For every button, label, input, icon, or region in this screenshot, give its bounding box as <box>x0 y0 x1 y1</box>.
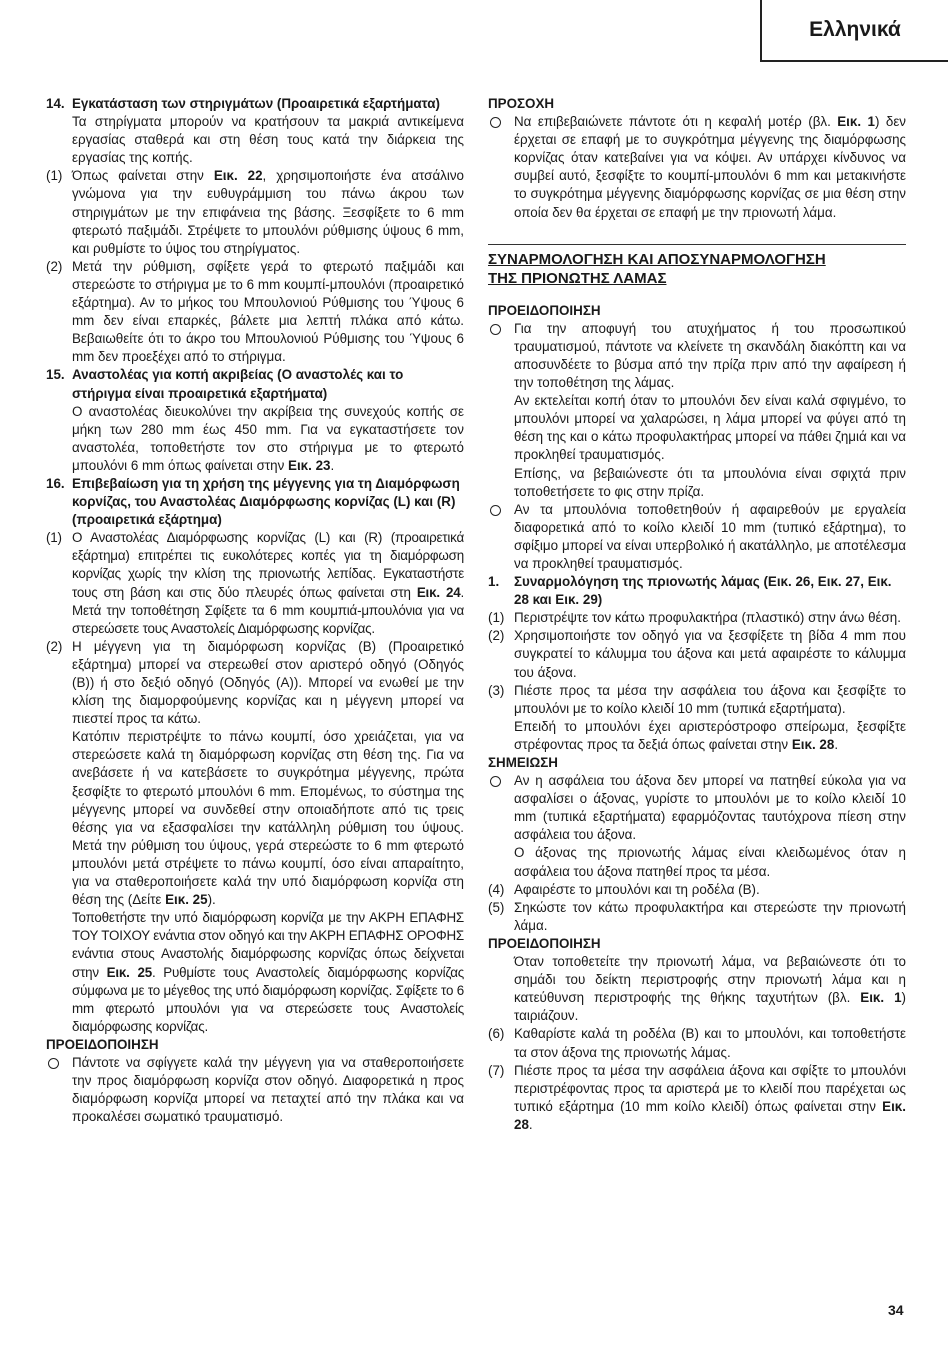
section-14-text: Τα στηρίγματα μπορούν να κρατήσουν τα μακριά αντικείμενα εργασίας σταθερά και στη θέση τους κατά την διάρκεια της εργασίας της κοπής. <box>72 114 464 166</box>
section-number: 15. <box>46 367 65 383</box>
step-text: Πιέστε προς τα μέσα την ασφάλεια άξονα και σφίξτε το μπουλόνι περιστρέφοντας προς τα αριστερά με το κλειδί που παρέχεται ως τυπικό εξάρτημα (10 mm κοίλο κλειδί) όπως φαίνεται στην <box>514 1062 906 1114</box>
paragraph-text: Τοποθετήστε την υπό διαμόρφωση κορνίζα με την ΑΚΡΗ ΕΠΑΦΗΣ ΤΟΥ ΤΟΙΧΟΥ ενάντια στον οδηγό και την ΑΚΡΗ ΕΠΑΦΗΣ ΟΡΟΦΗΣ ενάντια στους Αναστολής διαμόρφωσης κορνίζας όπως δείχνεται στην <box>72 910 465 980</box>
step-number: (7) <box>488 1062 505 1078</box>
section-16-step-2-continued <box>46 728 464 909</box>
paragraph-text: Όταν τοποθετείτε την πριονωτή λάμα, να βεβαιώνεστε ότι το σημάδι του δείκτη περιστροφής στην πριονωτή λάμα και η κατεύθυνση περιστροφής της θήκης ταχυτήτων (βλ. <box>514 954 906 1006</box>
step-number: (1) <box>488 610 505 626</box>
step-3-continued <box>488 718 906 754</box>
section-title <box>488 250 906 288</box>
figure-reference: Εικ. 1 <box>837 114 875 130</box>
step-7 <box>488 1062 906 1134</box>
paragraph-text: . <box>330 457 335 473</box>
caution-heading: ΠΡΟΣΟΧΗ <box>488 96 555 111</box>
warning-bullet <box>46 1054 464 1126</box>
step-6 <box>488 1025 906 1061</box>
section-1-heading <box>488 573 906 609</box>
language-label: Ελληνικά <box>809 18 901 41</box>
warning-bullet-2 <box>488 501 906 573</box>
figure-reference: Εικ. 25 <box>106 964 152 980</box>
step-text: Πιέστε προς τα μέσα την ασφάλεια του άξονα και ξεσφίξτε το μπουλόνι με το κοίλο κλειδί 10 mm (τυπικά εξαρτήματα). <box>514 682 906 716</box>
step-3 <box>488 682 906 718</box>
note-bullet <box>488 772 906 844</box>
bullet-text: Για την αποφυγή του ατυχήματος ή του προσωπικού τραυματισμού, πάντοτε να κλείνετε τη σκανδάλη διακόπτη και να αποσυνδέετε το βύσμα από την πρίζα πριν από την αφαίρεση ή την τοποθέτηση της λάμας. <box>514 320 906 391</box>
step-number: (6) <box>488 1026 505 1042</box>
paragraph-text: Κατόπιν περιστρέψτε το πάνω κουμπί, όσο χρειάζεται, για να στερεώσετε καλά τη διαμόρφωση κορνίζας στη θέση της. Για να ανεβάσετε ή να κατεβάσετε το συγκρότημα μέγγενης, πρώτα ξεσφίξτε το φτερωτό μπουλόνι 6 mm. Επομένως, το σύστημα της μέγγενης μπορεί να συνδεθεί στην οποιαδήποτε από τις τρεις θέσης για να εξασφαλίσει την κατάλληλη ρύθμιση του ύψους. Μετά την ρύθμιση του ύψους, γερά στερεώστε το 6 mm φτερωτό μπουλόνι μετά στρέψετε το πάνω κουμπί, όσο είναι απαραίτητο, για να σταθεροποιήσετε καλά την υπό διαμόρφωση κορνίζα στη θέση της (Δείτε <box>72 729 464 908</box>
step-text: , χρησιμοποιήστε ένα ατσάλινο γνώμονα για την ευθυγράμμιση του πάνω άκρου των στηριγμάτων με την επιφάνεια της βάσης. Ξεσφίξετε το 6 mm φτερωτό παξιμάδι. Στρέψετε το μπουλόνι ρύθμισης ύψους 6 mm, και ρυθμίστε το ύψος του στηρίγματος. <box>72 168 464 256</box>
section-divider <box>488 244 906 288</box>
bullet-text: Αν τα μπουλόνια τοποθετηθούν ή αφαιρεθούν με εργαλεία διαφορετικά από το κοίλο κλειδί 10 mm (τυπικό εξάρτημα), το σφίξιμο μπορεί να είναι υπερβολικό ή ακατάλληλο, με αποτέλεσμα να προκληθεί τραυματισμός. <box>514 501 906 571</box>
section-number: 1. <box>488 574 500 590</box>
bullet-circle-icon <box>490 324 501 335</box>
step-number: (2) <box>46 638 63 654</box>
step-number: (1) <box>46 530 62 546</box>
section-title: Επιβεβαίωση για τη χρήση της μέγγενης για τη Διαμόρφωση κορνίζας, του Αναστολέας Διαμόρφωσης κορνίζας (L) και (R) (προαιρετικά εξάρτημα) <box>72 475 460 528</box>
step-text: Χρησιμοποιήστε τον οδηγό για να ξεσφίξετε τη βίδα 4 mm που συγκρατεί το κάλυμμα του άξονα και μετά αφαιρέστε το κάλυμμα του άξονα. <box>514 628 906 680</box>
figure-reference: Εικ. 22 <box>213 168 263 184</box>
step-text: . <box>528 1116 533 1132</box>
figure-reference: Εικ. 1 <box>860 990 902 1006</box>
section-14-step-2 <box>46 258 464 367</box>
language-tab <box>760 0 948 62</box>
bullet-circle-icon <box>490 776 501 787</box>
step-number: (3) <box>488 682 505 698</box>
step-text: Σηκώστε τον κάτω προφυλακτήρα και στερεώστε την πριονωτή λάμα. <box>514 899 906 933</box>
step-number: (2) <box>46 258 63 274</box>
paragraph-text: ). <box>207 892 216 908</box>
figure-reference: Εικ. 28 <box>791 736 835 752</box>
section-16-step-2-positioning <box>46 909 464 1036</box>
figure-reference: Εικ. 24 <box>416 584 461 600</box>
step-2 <box>488 627 906 681</box>
section-14-heading <box>46 95 464 113</box>
warning-heading: ΠΡΟΕΙΔΟΠΟΙΗΣΗ <box>488 302 601 318</box>
step-text: . Μετά την τοποθέτηση Σφίξετε τα 6 mm κουμπιά-μπουλόνια για να στερεώσετε τους Αναστολείς Διαμόρφωσης κορνίζας. <box>72 584 464 636</box>
note-heading: ΣΗΜΕΙΩΣΗ <box>488 755 558 770</box>
page-number: 34 <box>888 1302 904 1318</box>
bullet-text: Πάντοτε να σφίγγετε καλά την μέγγενη για να σταθεροποιήσετε την προς διαμόρφωση κορνίζα στον οδηγό. Διαφορετικά η προς διαμόρφωση κορνίζα μπορεί να πεταχτεί από την πλάκα και να προκαλέσει σωματικό τραυματισμό. <box>72 1054 464 1125</box>
bullet-circle-icon <box>490 505 501 516</box>
section-16-step-2 <box>46 638 464 728</box>
section-15-text <box>46 403 464 475</box>
step-number: (2) <box>488 628 505 644</box>
step-text: Η μέγγενη για τη διαμόρφωση κορνίζας (B) (Προαιρετικό εξάρτημα) μπορεί να στερεωθεί στον αριστερό οδηγό (Οδηγός (B)) ή στο δεξιό οδηγό (Οδηγός (A)). Μπορεί να ενωθεί με την κλίση της διαμορφούμενης κορνίζας και η μέγγενη μπορεί να πιεστεί προς τα κάτω. <box>72 638 464 727</box>
step-text: Καθαρίστε καλά τη ροδέλα (B) και το μπουλόνι, και τοποθετήστε τα στον άξονα της πριονωτής λάμας. <box>514 1026 906 1060</box>
section-number: 16. <box>46 475 65 491</box>
figure-reference: Εικ. 23 <box>288 457 331 473</box>
section-title-line-2: ΤΗΣ ΠΡΙΟΝΩΤΗΣ ΛΑΜΑΣ <box>488 269 667 287</box>
figure-reference: Εικ. 25 <box>165 892 208 908</box>
paragraph-text: ) ταιριάζουν. <box>514 990 907 1024</box>
step-text: Περιστρέψτε τον κάτω προφυλακτήρα (πλαστικό) στην άνω θέση. <box>514 610 901 626</box>
step-number: (1) <box>46 168 63 184</box>
bullet-circle-icon <box>490 117 501 128</box>
section-14-step-1 <box>46 167 464 257</box>
left-column <box>46 95 464 1126</box>
step-text: Ο Αναστολέας Διαμόρφωσης κορνίζας (L) και (R) (προαιρετικά εξάρτημα) επιτρέπει τις ευκολότερες κοπές για τη διαμόρφωση κορνίζας χωρίς την κλίση της πριονωτής λεπίδας. Εγκαταστήστε τους στη βάση και στις δύο πλευρές όπως φαίνεται στη <box>72 530 464 600</box>
bullet-text: ) δεν έρχεται σε επαφή με το συγκρότημα μέγγενης της διαμόρφωσης κορνίζας όταν κατεβαίνει για να κόψει. Αν υπάρχει κίνδυνος να συμβεί αυτό, ξεσφίξτε το κουμπί-μπουλόνι 6 mm και μετακινήστε το συγκρότημα μέγγενης διαμόρφωσης κορνίζας σε μια θέση στην οποία δεν θα έρχεται σε επαφή με την πριονωτή λάμα. <box>514 114 906 220</box>
figure-reference: Εικ. 28 <box>514 1098 906 1132</box>
section-15-heading <box>46 366 464 402</box>
step-text: Αφαιρέστε το μπουλόνι και τη ροδέλα (B). <box>514 881 760 897</box>
paragraph-text: Ο αναστολέας διευκολύνει την ακρίβεια της συνεχούς κοπής σε μήκη των 280 mm έως 450 mm. Για να εγκαταστήσετε τον αναστολέα, τοποθετήστε τον στο στήριγμα με το φτερωτό μπουλόνι 6 mm όπως φαίνεται στην <box>72 403 464 473</box>
step-number: (5) <box>488 899 505 915</box>
section-16-step-1 <box>46 529 464 638</box>
warning-heading: ΠΡΟΕΙΔΟΠΟΙΗΣΗ <box>46 1036 159 1052</box>
section-title-line-1: ΣΥΝΑΡΜΟΛΟΓΗΣΗ ΚΑΙ ΑΠΟΣΥΝΑΡΜΟΛΟΓΗΣΗ <box>488 250 826 268</box>
caution-bullet <box>488 113 906 222</box>
warning-bullet-1 <box>488 320 906 392</box>
bullet-text: Να επιβεβαιώνετε πάντοτε ότι η κεφαλή μοτέρ (βλ. <box>514 114 838 130</box>
paragraph-text: . <box>834 736 839 752</box>
bullet-circle-icon <box>48 1058 59 1069</box>
step-5 <box>488 899 906 935</box>
paragraph-text: . Ρυθμίστε τους Αναστολείς διαμόρφωσης κορνίζας σύμφωνα με το μέγεθος της υπό διαμόρφωση κορνίζας. Σφίξετε το 6 mm φτερωτό μπουλόνι για να στερεώσετε τους Αναστολείς διαμόρφωσης κορνίζας. <box>72 964 465 1034</box>
step-text: Μετά την ρύθμιση, σφίξετε γερά το φτερωτό παξιμάδι και στερεώστε το στήριγμα με το 6 mm κουμπί-μπουλόνι (προαιρετικό εξάρτημα). Αν το μήκος του Μπουλονιού Ρύθμισης του Ύψους 6 mm δεν είναι επαρκές, βάλετε μια λεπτή πλάκα από κάτω. Βεβαιωθείτε ότι το άκρο του Μπουλονιού Ρύθμισης του Ύψους 6 mm δεν προεξέχει από το στήριγμα. <box>72 258 464 365</box>
warning-bullet-1-continued: Αν εκτελείται κοπή όταν το μπουλόνι δεν είναι καλά σφιγμένο, το μπουλόνι μπορεί να χαλαρώσει, η λάμα μπορεί να φύγει από τη θέση της και ο κάτω προφυλακτήρας μπορεί να πάθει ζημιά και να προκληθεί τραυματισμός. <box>514 393 906 463</box>
section-title: Εγκατάσταση των στηριγμάτων (Προαιρετικά εξαρτήματα) <box>72 96 440 111</box>
step-number: (4) <box>488 881 505 897</box>
section-number: 14. <box>46 96 65 111</box>
step-1 <box>488 609 906 627</box>
section-title: Συναρμολόγηση της πριονωτής λάμας (Εικ. 26, Εικ. 27, Εικ. 28 και Εικ. 29) <box>514 574 892 608</box>
step-text: Όπως φαίνεται στην <box>72 168 214 184</box>
warning-bullet-1-note: Επίσης, να βεβαιώνεστε ότι τα μπουλόνια είναι σφιχτά πριν τοποθετήσετε το φις στην πρίζα. <box>514 465 906 499</box>
section-16-heading <box>46 475 464 529</box>
bullet-text: Αν η ασφάλεια του άξονα δεν μπορεί να πατηθεί εύκολα για να ασφαλίσει ο άξονας, γυρίστε το μπουλόνι με το κοίλο κλειδί 10 mm (τυπικά εξαρτήματα) εφαρμόζοντας ταυτόχρονα πίεση στην ασφάλεια του άξονα. <box>514 773 906 843</box>
step-4 <box>488 881 906 899</box>
warning-text <box>488 953 906 1025</box>
note-bullet-continued: Ο άξονας της πριονωτής λάμας είναι κλειδωμένος όταν η ασφάλεια του άξονα πατηθεί προς τα μέσα. <box>514 845 906 879</box>
paragraph-text: Επειδή το μπουλόνι έχει αριστερόστροφο σπείρωμα, ξεσφίξτε στρέφοντας προς τα δεξιά όπως φαίνεται στην <box>514 718 906 752</box>
section-title: Αναστολέας για κοπή ακριβείας (Ο αναστολές και το στήριγμα είναι προαιρετικά εξαρτήματα) <box>72 367 404 401</box>
warning-heading: ΠΡΟΕΙΔΟΠΟΙΗΣΗ <box>488 935 601 951</box>
right-column <box>488 95 906 1134</box>
